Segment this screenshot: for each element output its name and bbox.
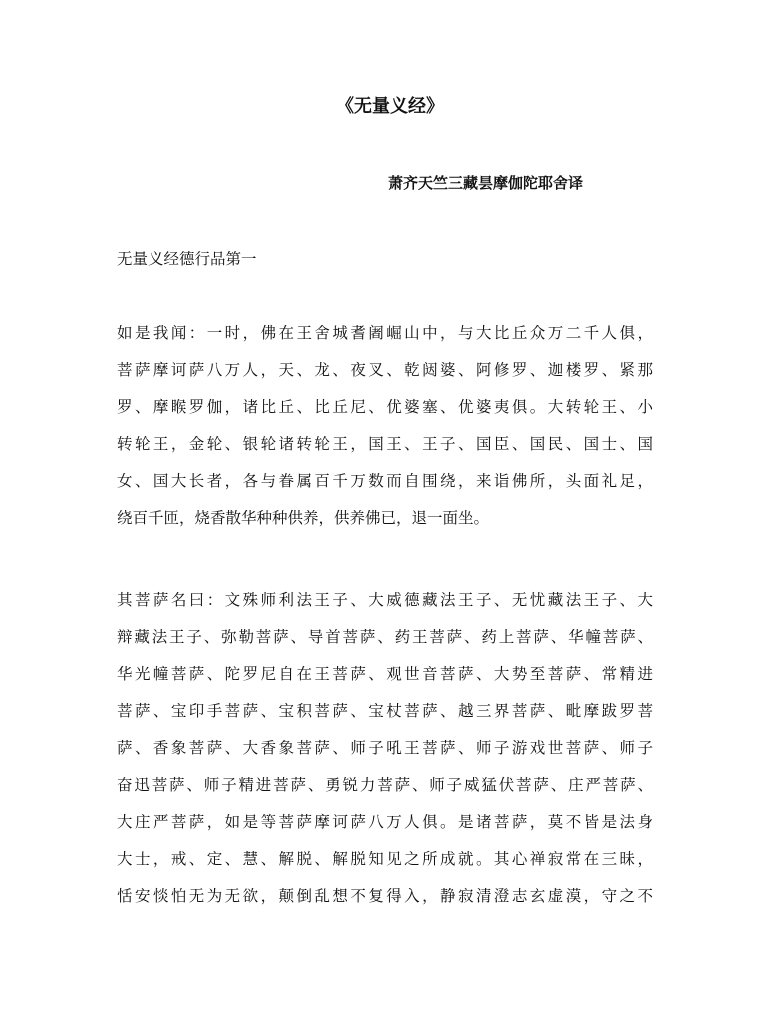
text-line: 罗、摩睺罗伽，诸比丘、比丘尼、优婆塞、优婆夷俱。大转轮王、小 [117, 398, 653, 416]
text-line: 恬安惔怕无为无欲，颠倒乱想不复得入，静寂清澄志玄虚漠，守之不 [117, 887, 653, 905]
text-line: 其菩萨名曰：文殊师利法王子、大威德藏法王子、无忧藏法王子、大 [117, 591, 653, 609]
document-title: 《无量义经》 [336, 96, 444, 117]
text-line: 菩萨摩诃萨八万人，天、龙、夜叉、乾闼婆、阿修罗、迦楼罗、紧那 [117, 361, 653, 379]
text-line: 大庄严菩萨，如是等菩萨摩诃萨八万人俱。是诸菩萨，莫不皆是法身 [117, 813, 653, 831]
text-line: 菩萨、宝印手菩萨、宝积菩萨、宝杖菩萨、越三界菩萨、毗摩跋罗菩 [117, 702, 653, 720]
text-line: 辩藏法王子、弥勒菩萨、导首菩萨、药王菩萨、药上菩萨、华幢菩萨、 [117, 628, 653, 646]
paragraph-2 [117, 589, 657, 922]
text-line: 萨、香象菩萨、大香象菩萨、师子吼王菩萨、师子游戏世菩萨、师子 [117, 739, 653, 757]
chapter-heading: 无量义经德行品第一 [117, 250, 257, 268]
translator-credit: 萧齐天竺三藏昙摩伽陀耶舍译 [388, 174, 584, 192]
text-line: 如是我闻：一时，佛在王舍城耆阇崛山中，与大比丘众万二千人俱， [117, 324, 653, 342]
text-line: 绕百千匝，烧香散华种种供养，供养佛已，退一面坐。 [117, 509, 490, 527]
paragraph-1 [117, 322, 657, 544]
text-line: 大士，戒、定、慧、解脱、解脱知见之所成就。其心禅寂常在三昧， [117, 850, 653, 868]
text-line: 转轮王，金轮、银轮诸转轮王，国王、王子、国臣、国民、国士、国 [117, 435, 653, 453]
text-line: 女、国大长者，各与眷属百千万数而自围绕，来诣佛所，头面礼足， [117, 472, 653, 490]
text-line: 奋迅菩萨、师子精进菩萨、勇锐力菩萨、师子威猛伏菩萨、庄严菩萨、 [117, 776, 653, 794]
text-line: 华光幢菩萨、陀罗尼自在王菩萨、观世音菩萨、大势至菩萨、常精进 [117, 665, 653, 683]
